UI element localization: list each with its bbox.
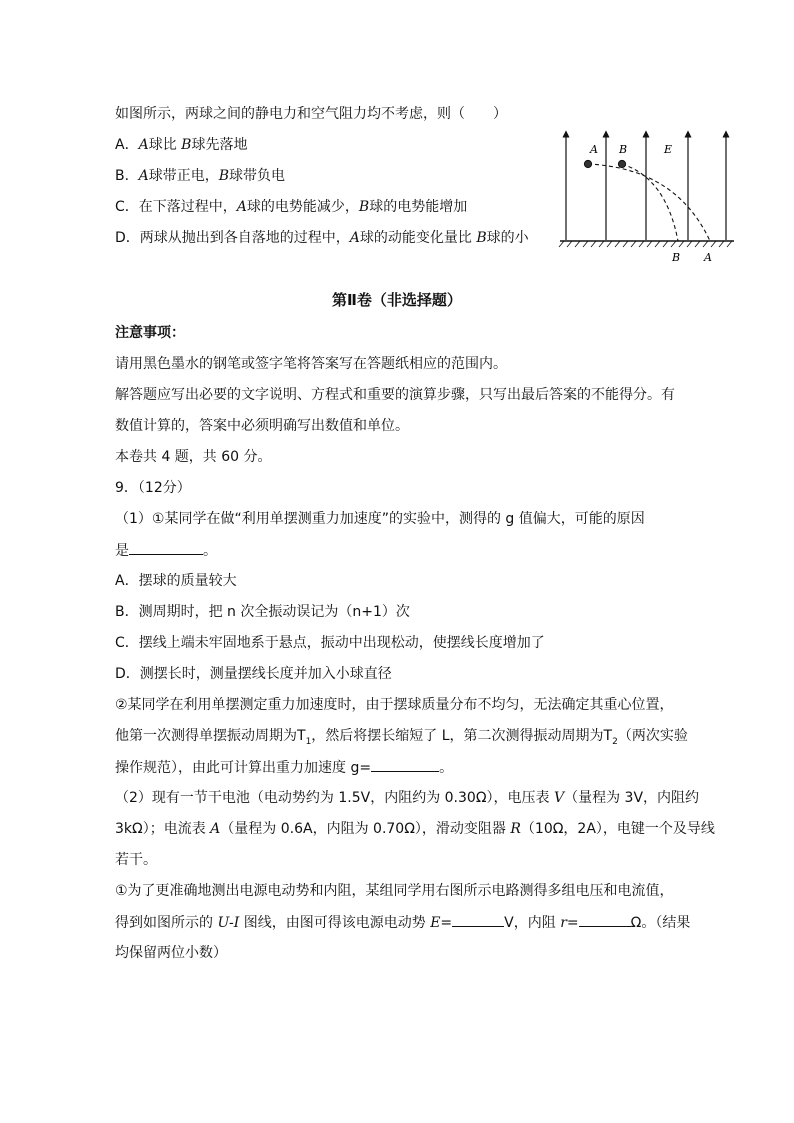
note-2b: 数值计算的，答案中必须明确写出数值和单位。 [115,418,409,434]
answer-blank [129,540,203,555]
q9-part3-line1: （2）现有一节干电池（电动势约为 1.5V，内阻约为 0.30Ω），电压表 V（量程为 3V，内阻约 [115,790,700,806]
q9-part1-line2: 是 。 [115,540,217,561]
q9-option-a: A．摆球的质量较大 [115,573,237,589]
q8-option-c: C．在下落过程中，A球的电势能减少，B球的电势能增加 [115,199,468,215]
q8-stem: 如图所示，两球之间的静电力和空气阻力均不考虑，则（ ） [115,106,507,122]
answer-blank [452,912,504,927]
q8-option-b: B．A球带正电，B球带负电 [115,168,286,184]
field-trajectory-figure [556,128,736,268]
label-landing-a: A [704,251,712,264]
note-3: 本卷共 4 题，共 60 分。 [115,449,272,465]
q9-option-d: D．测摆长时，测量摆线长度并加入小球直径 [115,666,392,682]
note-2a: 解答题应写出必要的文字说明、方程式和重要的演算步骤，只写出最后答案的不能得分。有 [115,387,675,403]
q9-part2-line2: 他第一次测得单摆振动周期为$T_1$，然后将摆长缩短了 L，第二次测得振动周期为$T_2$（两次实验 [115,728,688,747]
ball-a [584,160,591,167]
q9-part4-line1: ①为了更准确地测出电源电动势和内阻，某组同学用右图所示电路测得多组电压和电流值， [115,883,674,899]
q9-part3-line2: 3kΩ）；电流表 A（量程为 0.6A，内阻为 0.70Ω），滑动变阻器 R（10Ω，2A），电键一个及导线 [115,821,715,837]
q9-part3-line3: 若干。 [115,852,157,868]
q9-option-b: B．测周期时，把 n 次全振动误记为（n+1）次 [115,604,410,620]
label-landing-b: B [672,251,681,264]
answer-blank [579,912,631,927]
section-title: 第Ⅱ卷（非选择题） [332,291,462,309]
label-field-e: E [664,143,673,156]
q9-part4-line3: 均保留两位小数） [115,945,227,961]
trajectory-b [622,164,678,241]
q9-option-c: C．摆线上端未牢固地系于悬点，振动中出现松动，使摆线长度增加了 [115,635,545,651]
answer-blank [371,757,439,772]
notes-heading: 注意事项： [115,325,185,341]
q8-option-a: A．A球比 B球先落地 [115,137,248,153]
ball-b [618,160,625,167]
q9-part2-line1: ②某同学在利用单摆测定重力加速度时，由于摆球质量分布不均匀，无法确定其重心位置， [115,697,674,713]
q9-header: 9．（12分） [115,480,191,496]
q9-part1-line1: （1）①某同学在做“利用单摆测重力加速度”的实验中，测得的 g 值偏大，可能的原因 [115,511,645,527]
q9-part2-line3: 操作规范），由此可计算出重力加速度 g= 。 [115,757,453,778]
q9-part4-line2: 得到如图所示的 U-I 图线，由图可得该电源电动势 E= V，内阻 r= Ω。（结果 [115,912,690,933]
ground-hatch [559,241,732,247]
q8-option-d: D．两球从抛出到各自落地的过程中，A球的动能变化量比 B球的小 [115,230,529,246]
label-ball-b: B [619,143,628,156]
label-ball-a: A [590,143,598,156]
note-1: 请用黑色墨水的钢笔或签字笔将答案写在答题纸相应的范围内。 [115,356,507,372]
